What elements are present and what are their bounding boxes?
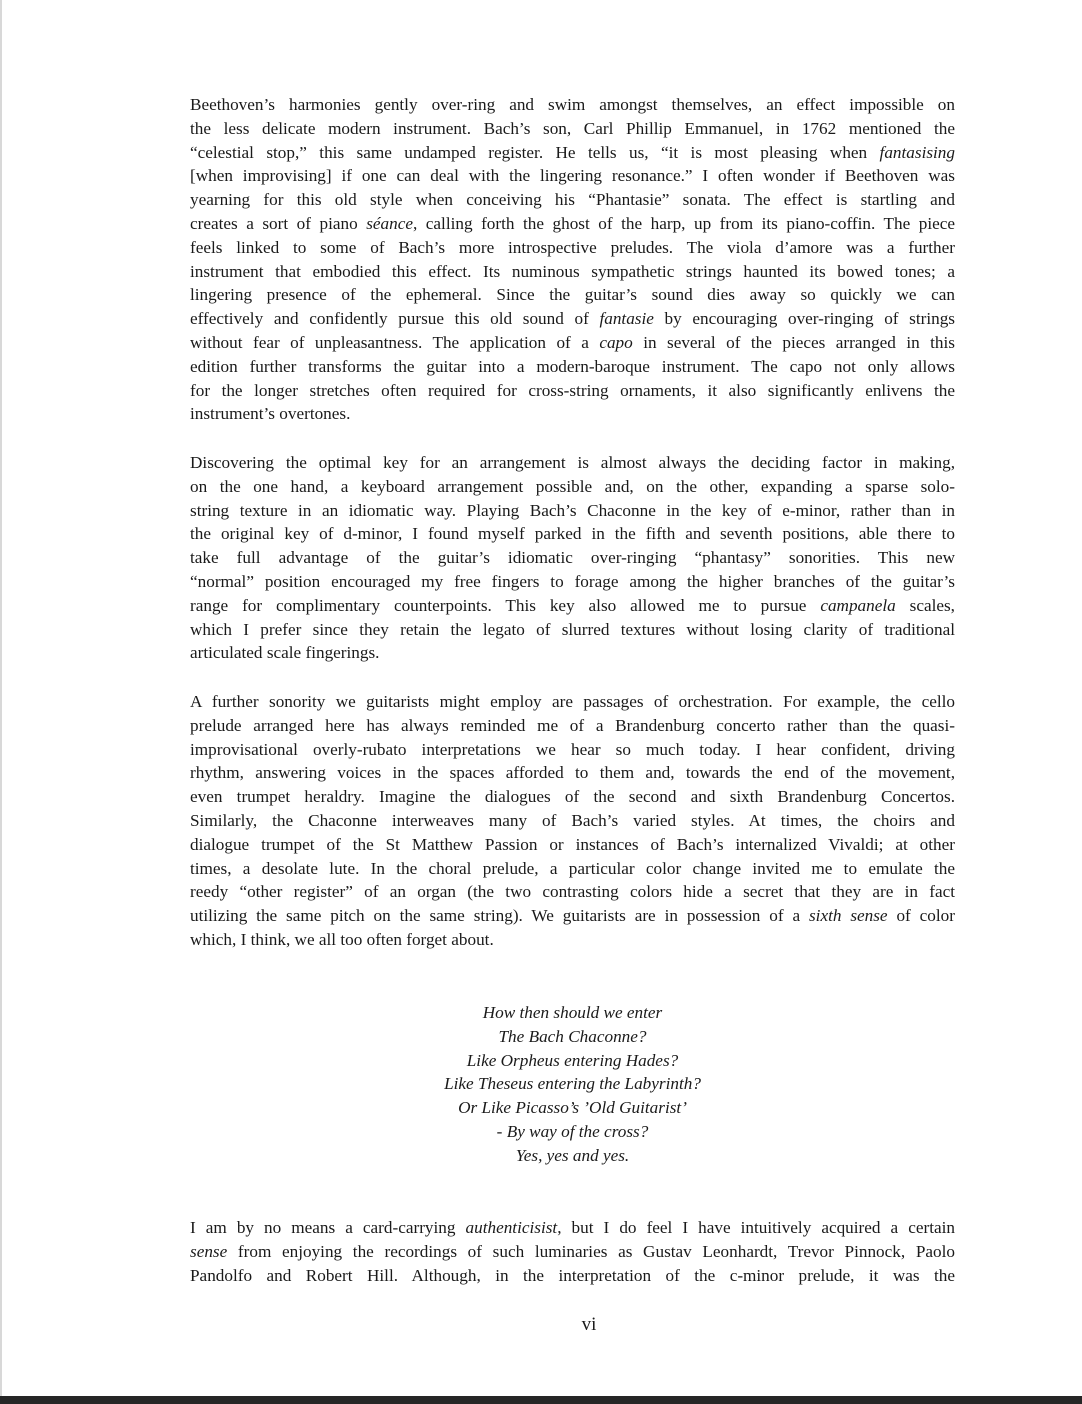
paragraph-orchestration — [190, 690, 955, 952]
text-line: times, a desolate lute. In the choral prelude, a particular color change invited me to emulate the — [190, 858, 955, 878]
poem-line: The Bach Chaconne? — [498, 1026, 647, 1046]
text-line: feels linked to some of Bach’s more introspective preludes. The viola d’amore was a further — [190, 237, 955, 257]
text-line: the less delicate modern instrument. Bach’s son, Carl Phillip Emmanuel, in 1762 mentioned the — [190, 118, 955, 138]
text-line: A further sonority we guitarists might employ are passages of orchestration. For example, the cello — [190, 692, 955, 711]
text-line: improvisational overly-rubato interpretations we hear so much today. I hear confident, driving — [190, 739, 955, 759]
text-line: edition further transforms the guitar into a modern-baroque instrument. The capo not only allows — [190, 356, 955, 376]
text-line: utilizing the same pitch on the same string). We guitarists are in possession of a sixth sense of color — [190, 906, 955, 926]
text-line: on the one hand, a keyboard arrangement possible and, on the other, expanding a sparse solo- — [190, 476, 955, 496]
page-number: vi — [581, 1314, 597, 1335]
text-line: take full advantage of the guitar’s idiomatic over-ringing “phantasy” sonorities. This new — [190, 548, 955, 568]
text-line: creates a sort of piano séance, calling forth the ghost of the harp, up from its piano-coffin. The piece — [190, 213, 955, 233]
viewer-bottom-bar — [0, 1396, 1082, 1404]
poem-line: Yes, yes and yes. — [515, 1145, 630, 1165]
text-line: prelude arranged here has always reminded me of a Brandenburg concerto rather than the quasi- — [190, 715, 955, 735]
text-line: reedy “other register” of an organ (the two contrasting colors hide a secret that they are in fact — [190, 882, 955, 902]
text-line: sense from enjoying the recordings of such luminaries as Gustav Leonhardt, Trevor Pinnock, Paolo — [190, 1241, 955, 1261]
poem-line: Or Like Picasso’s ’Old Guitarist’ — [458, 1098, 687, 1118]
text-line: even trumpet heraldry. Imagine the dialogues of the second and sixth Brandenburg Concertos. — [190, 787, 955, 807]
poem-chaconne — [190, 1001, 955, 1168]
text-line: string texture in an idiomatic way. Playing Bach’s Chaconne in the key of e-minor, rather than in — [190, 500, 955, 520]
poem-line: Like Theseus entering the Labyrinth? — [444, 1074, 701, 1094]
text-line: Similarly, the Chaconne interweaves many of Bach’s varied styles. At times, the choirs and — [190, 810, 955, 830]
text-line: without fear of unpleasantness. The application of a capo in several of the pieces arranged in this — [190, 332, 955, 352]
paragraph-authenticity — [190, 1216, 955, 1287]
text-line: instrument that embodied this effect. Its numinous sympathetic strings haunted its bowed tones; a — [190, 261, 955, 281]
text-line: lingering presence of the ephemeral. Since the guitar’s sound dies away so quickly we can — [190, 285, 955, 305]
text-line: I am by no means a card-carrying authenticisist, but I do feel I have intuitively acquired a certain — [190, 1218, 955, 1237]
poem-line: Like Orpheus entering Hades? — [466, 1050, 679, 1070]
text-line: [when improvising] if one can deal with the lingering resonance.” I often wonder if Beethoven was — [190, 166, 955, 186]
text-line: for the longer stretches often required for cross-string ornaments, it also significantly enlivens the — [190, 380, 955, 400]
text-line: which, I think, we all too often forget about. — [190, 929, 494, 949]
text-line: the original key of d-minor, I found myself parked in the fifth and seventh positions, able there to — [190, 524, 955, 544]
text-line: range for complimentary counterpoints. This key also allowed me to pursue campanela scales, — [190, 595, 955, 615]
text-line: which I prefer since they retain the legato of slurred textures without losing clarity of traditional — [190, 619, 955, 639]
text-line: articulated scale fingerings. — [190, 643, 380, 663]
text-line: Pandolfo and Robert Hill. Although, in the interpretation of the c-minor prelude, it was the — [190, 1265, 955, 1285]
paragraph-optimal-key — [190, 451, 955, 665]
poem-line: - By way of the cross? — [496, 1121, 649, 1141]
text-line: dialogue trumpet of the St Matthew Passion or instances of Bach’s internalized Vivaldi; at other — [190, 834, 955, 854]
text-line: Beethoven’s harmonies gently over-ring and swim amongst themselves, an effect impossible on — [190, 95, 955, 114]
text-line: effectively and confidently pursue this old sound of fantasie by encouraging over-ringing of strings — [190, 309, 955, 329]
page-edge — [0, 0, 2, 1396]
text-line: “normal” position encouraged my free fingers to forage among the higher branches of the guitar’s — [190, 571, 955, 591]
text-line: yearning for this old style when conceiving his “Phantasie” sonata. The effect is startling and — [190, 190, 955, 210]
text-line: “celestial stop,” this same undamped register. He tells us, “it is most pleasing when fantasising — [190, 142, 955, 162]
paragraph-celestial-stop — [190, 93, 955, 426]
text-line: Discovering the optimal key for an arrangement is almost always the deciding factor in making, — [190, 453, 955, 472]
text-line: instrument’s overtones. — [190, 404, 351, 424]
poem-line: How then should we enter — [482, 1003, 663, 1022]
text-line: rhythm, answering voices in the spaces afforded to them and, towards the end of the movement, — [190, 763, 955, 783]
